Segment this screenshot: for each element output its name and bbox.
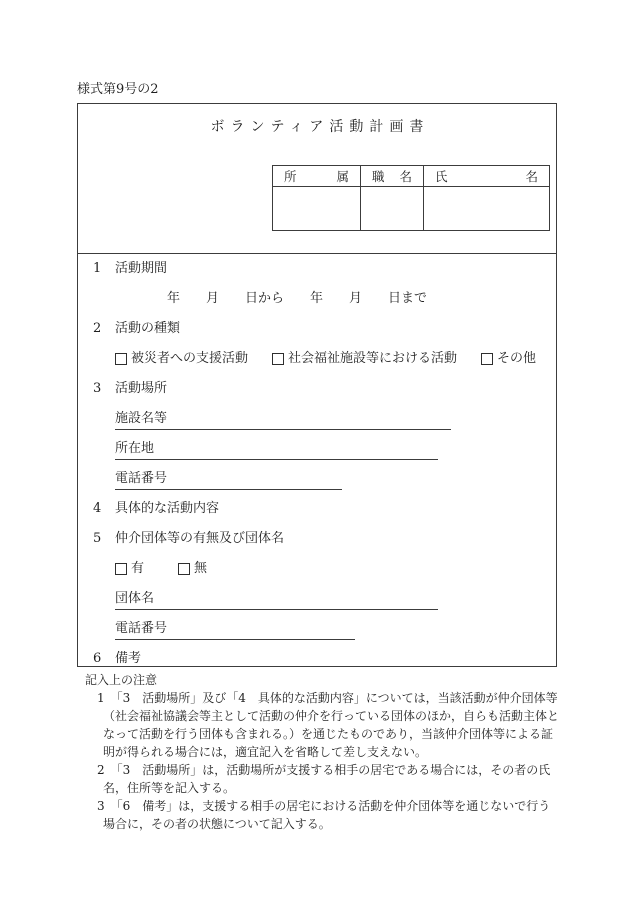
col-header-affiliation-right: 属 <box>336 169 349 184</box>
location-address-field[interactable] <box>115 442 438 460</box>
section-6-heading <box>93 652 556 666</box>
section-1-number: 1 <box>93 261 102 276</box>
notes-section <box>77 671 567 833</box>
section-4-number: 4 <box>93 501 102 516</box>
location-phone-row <box>115 472 556 490</box>
activity-period-blanks[interactable]: 年 月 日から 年 月 日まで <box>167 291 428 306</box>
checkbox-icon[interactable] <box>481 353 493 365</box>
checkbox-option-no[interactable] <box>178 562 207 576</box>
form-header-section <box>78 119 556 254</box>
col-header-name-right: 名 <box>525 169 538 184</box>
field-label: 施設名等 <box>115 411 168 426</box>
checkbox-icon[interactable] <box>272 353 284 365</box>
checkbox-icon[interactable] <box>115 353 127 365</box>
checkbox-label: 社会福祉施設等における活動 <box>288 351 458 366</box>
section-2-number: 2 <box>93 321 102 336</box>
field-label: 電話番号 <box>115 621 168 636</box>
section-6-number: 6 <box>93 651 102 666</box>
signatory-table-header-row <box>273 166 550 187</box>
section-3-number: 3 <box>93 381 102 396</box>
checkbox-option-yes[interactable] <box>115 562 144 576</box>
note-1-line-2: （社会福祉協議会等主として活動の仲介を行っている団体のほか，自らも活動主体と <box>103 709 560 723</box>
signatory-table-input-row <box>273 187 550 231</box>
checkbox-label: 被災者への支援活動 <box>131 351 249 366</box>
note-1-line-1: 1 「3 活動場所」及び「4 具体的な活動内容」については，当該活動が仲介団体等 <box>97 691 558 705</box>
col-header-job-title <box>361 166 424 187</box>
checkbox-label: 有 <box>131 561 145 576</box>
col-header-job-title-left: 職 <box>372 169 385 184</box>
checkbox-label: その他 <box>497 351 537 366</box>
form-body-section <box>78 254 556 666</box>
checkbox-option-disaster-support[interactable] <box>115 352 248 366</box>
section-1-label: 活動期間 <box>115 261 168 276</box>
facility-name-field[interactable] <box>115 412 451 430</box>
field-label: 団体名 <box>115 591 155 606</box>
note-1-line-3: なって活動を行う団体も含まれる。）を通じたものであり，当該仲介団体等による証 <box>103 727 554 741</box>
section-5-heading <box>93 532 556 546</box>
section-5-number: 5 <box>93 531 102 546</box>
section-6-label: 備考 <box>115 651 142 666</box>
checkbox-icon[interactable] <box>178 563 190 575</box>
job-title-input-cell[interactable] <box>361 187 424 231</box>
checkbox-icon[interactable] <box>115 563 127 575</box>
section-4-heading <box>93 502 556 516</box>
organization-phone-field[interactable] <box>115 622 355 640</box>
checkbox-label: 無 <box>194 561 208 576</box>
section-3-label: 活動場所 <box>115 381 168 396</box>
col-header-name-left: 氏 <box>435 169 448 184</box>
form-number: 様式第9号の2 <box>77 82 159 97</box>
form-title: ボランティア活動計画書 <box>210 119 430 135</box>
intermediary-presence-options <box>115 562 556 576</box>
facility-name-row <box>115 412 556 430</box>
field-label: 所在地 <box>115 441 155 456</box>
section-2-heading <box>93 322 556 336</box>
section-5-label: 仲介団体等の有無及び団体名 <box>115 531 285 546</box>
activity-type-options <box>115 352 556 366</box>
col-header-affiliation <box>273 166 361 187</box>
location-address-row <box>115 442 556 460</box>
organization-name-field[interactable] <box>115 592 438 610</box>
name-input-cell[interactable] <box>424 187 550 231</box>
note-1-line-4: 明が得られる場合には，適宜記入を省略して差し支えない。 <box>103 745 428 759</box>
section-2-label: 活動の種類 <box>115 321 181 336</box>
note-3-line-1: 3 「6 備考」は，支援する相手の居宅における活動を仲介団体等を通じないで行う <box>97 799 551 813</box>
checkbox-option-welfare-facility[interactable] <box>272 352 457 366</box>
section-1-heading <box>93 262 556 276</box>
location-phone-field[interactable] <box>115 472 342 490</box>
col-header-job-title-right: 名 <box>399 169 412 184</box>
signatory-table <box>272 165 550 231</box>
col-header-name <box>424 166 550 187</box>
note-3-line-2: 場合に，その者の状態について記入する。 <box>103 817 331 831</box>
note-2-line-1: 2 「3 活動場所」は，活動場所が支援する相手の居宅である場合には，その者の氏 <box>97 763 551 777</box>
organization-phone-row <box>115 622 556 640</box>
section-4-label: 具体的な活動内容 <box>115 501 220 516</box>
checkbox-option-other[interactable] <box>481 352 536 366</box>
col-header-affiliation-left: 所 <box>284 169 297 184</box>
form-outer-box <box>77 103 557 667</box>
notes-heading: 記入上の注意 <box>85 673 158 687</box>
section-3-heading <box>93 382 556 396</box>
note-2-line-2: 名，住所等を記入する。 <box>103 781 236 795</box>
field-label: 電話番号 <box>115 471 168 486</box>
affiliation-input-cell[interactable] <box>273 187 361 231</box>
organization-name-row <box>115 592 556 610</box>
